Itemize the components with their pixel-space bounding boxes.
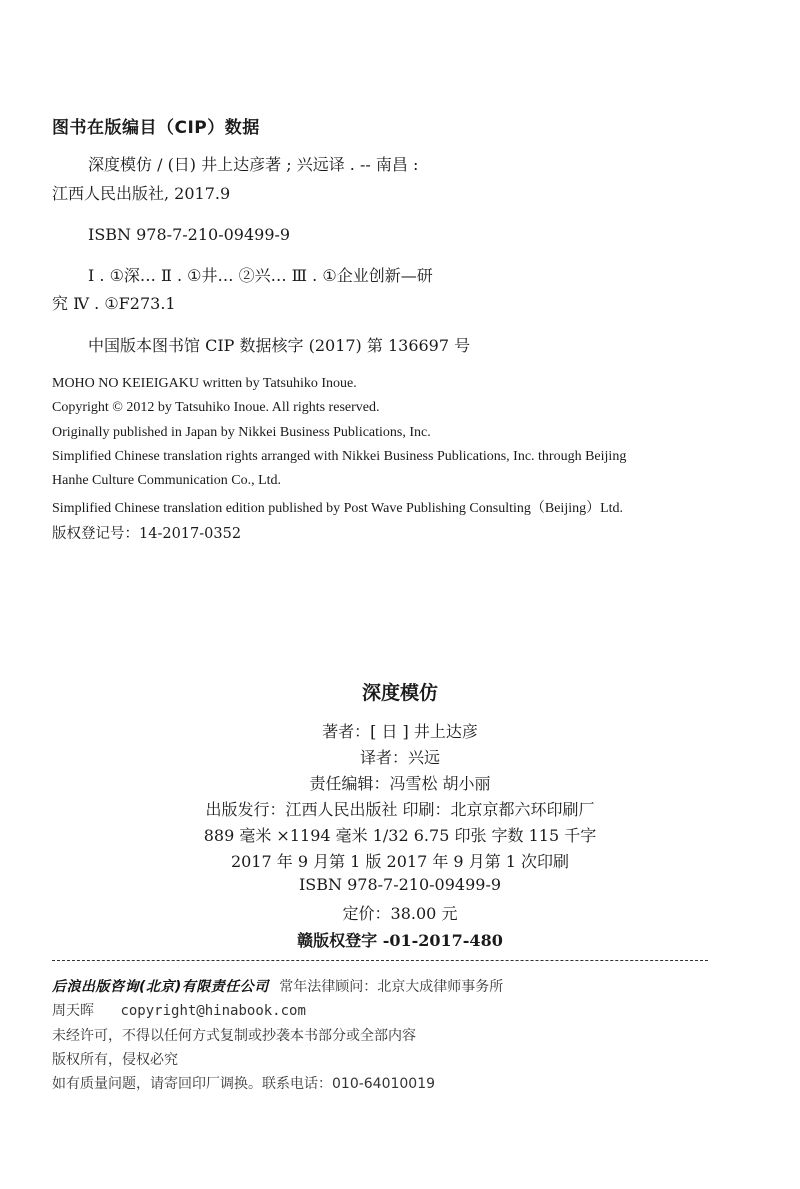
copyright-translation-edition: Simplified Chinese translation edition published by Post Wave Publishing Consulting（Beijing）Ltd. — [52, 501, 624, 516]
colophon-editors: 责任编辑：冯雪松 胡小丽 — [309, 774, 491, 793]
colophon-edition: 2017 年 9 月第 1 版 2017 年 9 月第 1 次印刷 — [230, 852, 570, 871]
contact-name: 周天晖 — [52, 1003, 94, 1019]
cip-heading: 图书在版编目（CIP）数据 — [52, 118, 260, 138]
footer-notice-rights: 版权所有，侵权必究 — [52, 1052, 178, 1068]
cip-classification-line-1: Ⅰ . ①深… Ⅱ . ①井… ②兴… Ⅲ . ①企业创新—研 — [88, 266, 433, 285]
cip-bibliographic-line-2: 江西人民出版社, 2017.9 — [52, 184, 231, 203]
copyright-rights-line-2: Hanhe Culture Communication Co., Ltd. — [52, 473, 282, 488]
contact-email: copyright@hinabook.com — [120, 1003, 306, 1019]
colophon-isbn: ISBN 978-7-210-09499-9 — [298, 875, 502, 894]
publisher-logo-text: 后浪出版咨询(北京)有限责任公司 — [52, 979, 269, 995]
cip-isbn: ISBN 978-7-210-09499-9 — [88, 225, 291, 244]
colophon-approval-number: 赣版权登字 -01-2017-480 — [297, 931, 503, 950]
colophon-price: 定价：38.00 元 — [342, 904, 458, 923]
copyright-registration-number: 版权登记号：14-2017-0352 — [52, 526, 242, 542]
copyright-original-title: MOHO NO KEIEIGAKU written by Tatsuhiko Inoue. — [52, 376, 357, 391]
cip-library-record: 中国版本图书馆 CIP 数据核字 (2017) 第 136697 号 — [88, 336, 471, 355]
copyright-statement: Copyright © 2012 by Tatsuhiko Inoue. All rights reserved. — [52, 400, 380, 415]
colophon-publisher-printer: 出版发行：江西人民出版社 印刷：北京京都六环印刷厂 — [205, 800, 595, 819]
legal-counsel: 常年法律顾问：北京大成律师事务所 — [279, 979, 504, 995]
colophon-format: 889 毫米 ×1194 毫米 1/32 6.75 印张 字数 115 千字 — [203, 826, 597, 845]
footer-notice-quality: 如有质量问题，请寄回印厂调换。联系电话：010-64010019 — [52, 1076, 436, 1092]
cip-classification-line-2: 究 Ⅳ . ①F273.1 — [52, 294, 176, 313]
cip-bibliographic-line-1: 深度模仿 / (日) 井上达彦著 ; 兴远译 . -- 南昌 : — [88, 155, 419, 174]
copyright-rights-line-1: Simplified Chinese translation rights arranged with Nikkei Business Publications, Inc. through Beijing — [52, 449, 627, 464]
colophon-author: 著者：[ 日 ] 井上达彦 — [322, 722, 478, 741]
footer-contact-line — [52, 1000, 306, 1020]
book-title: 深度模仿 — [361, 682, 438, 704]
footer-publisher-line — [52, 976, 503, 996]
copyright-original-publisher: Originally published in Japan by Nikkei Business Publications, Inc. — [52, 425, 431, 440]
dashed-divider — [52, 960, 708, 961]
footer-notice-reproduction: 未经许可，不得以任何方式复制或抄袭本书部分或全部内容 — [52, 1028, 416, 1044]
colophon-translator: 译者：兴远 — [359, 748, 440, 767]
